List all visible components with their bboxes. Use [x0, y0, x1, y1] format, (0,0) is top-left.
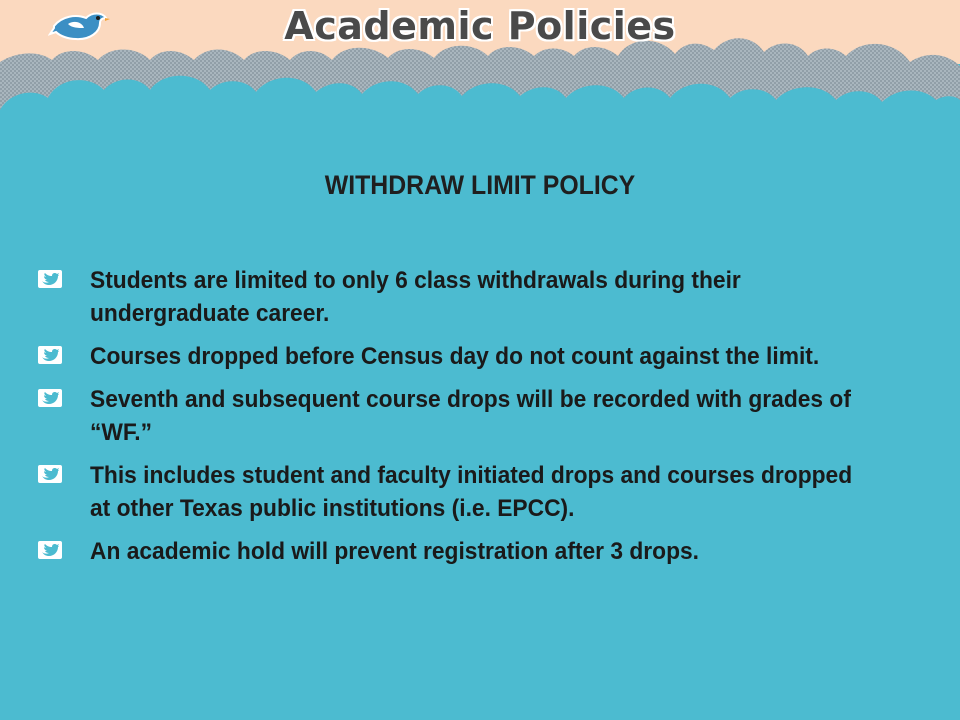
list-item — [38, 264, 918, 330]
twitter-bird-icon — [38, 346, 62, 364]
twitter-bird-icon — [38, 541, 62, 559]
twitter-bird-icon — [38, 465, 62, 483]
slide-title: Academic Policies — [284, 4, 676, 48]
bullet-text: Seventh and subsequent course drops will be recorded with grades of “WF.” — [90, 386, 851, 446]
list-item — [38, 459, 918, 525]
bullet-text: An academic hold will prevent registration after 3 drops. — [90, 538, 700, 565]
twitter-bird-icon — [38, 389, 62, 407]
list-item — [38, 535, 918, 568]
policy-heading: WITHDRAW LIMIT POLICY — [324, 170, 636, 200]
twitter-bird-icon — [38, 270, 62, 288]
list-item — [38, 340, 918, 373]
bullet-text: Courses dropped before Census day do not count against the limit. — [90, 343, 820, 370]
bullet-text: Students are limited to only 6 class withdrawals during their undergraduate career. — [90, 267, 741, 327]
bullet-text: This includes student and faculty initiated drops and courses dropped at other Texas public institutions (i.e. EPCC). — [90, 462, 853, 522]
bullet-list — [38, 264, 918, 578]
list-item — [38, 383, 918, 449]
